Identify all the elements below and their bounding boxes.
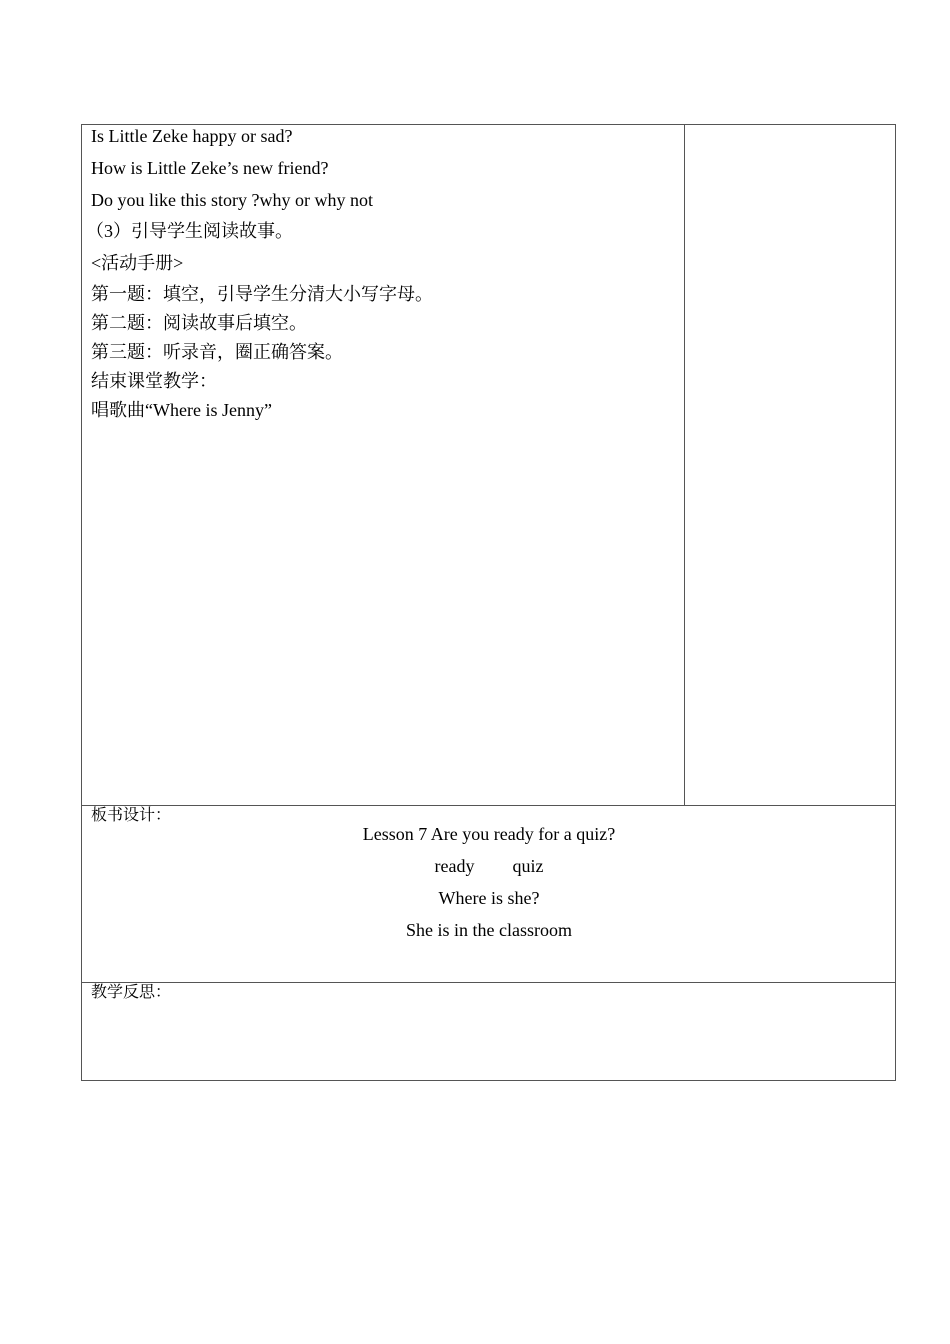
table-border-bottom: [81, 1080, 896, 1081]
table-divider-board: [81, 805, 896, 806]
board-design-label: 板书设计：: [91, 807, 172, 824]
exercise-3-line: 第三题：听录音，圈正确答案。: [91, 342, 343, 362]
activity-book-heading: <活动手册>: [91, 253, 184, 273]
exercise-2-line: 第二题：阅读故事后填空。: [91, 313, 307, 333]
closing-song-line: 唱歌曲“Where is Jenny”: [91, 400, 272, 420]
board-answer: She is in the classroom: [406, 920, 572, 940]
question-line-1: Is Little Zeke happy or sad?: [91, 126, 293, 146]
table-column-divider: [684, 124, 685, 806]
exercise-1-line: 第一题：填空，引导学生分清大小写字母。: [91, 284, 433, 304]
step-3-line: （3）引导学生阅读故事。: [86, 221, 293, 241]
table-divider-reflection: [81, 982, 896, 983]
board-question: Where is she?: [438, 888, 540, 908]
board-word-quiz: quiz: [512, 856, 544, 876]
question-line-2: How is Little Zeke’s new friend?: [91, 158, 329, 178]
question-line-3: Do you like this story ?why or why not: [91, 190, 373, 210]
reflection-label: 教学反思：: [91, 984, 172, 1001]
closing-heading: 结束课堂教学：: [91, 371, 217, 391]
board-vocabulary-row: [82, 855, 896, 877]
board-title: Lesson 7 Are you ready for a quiz?: [362, 824, 616, 844]
board-word-ready: ready: [434, 856, 475, 876]
